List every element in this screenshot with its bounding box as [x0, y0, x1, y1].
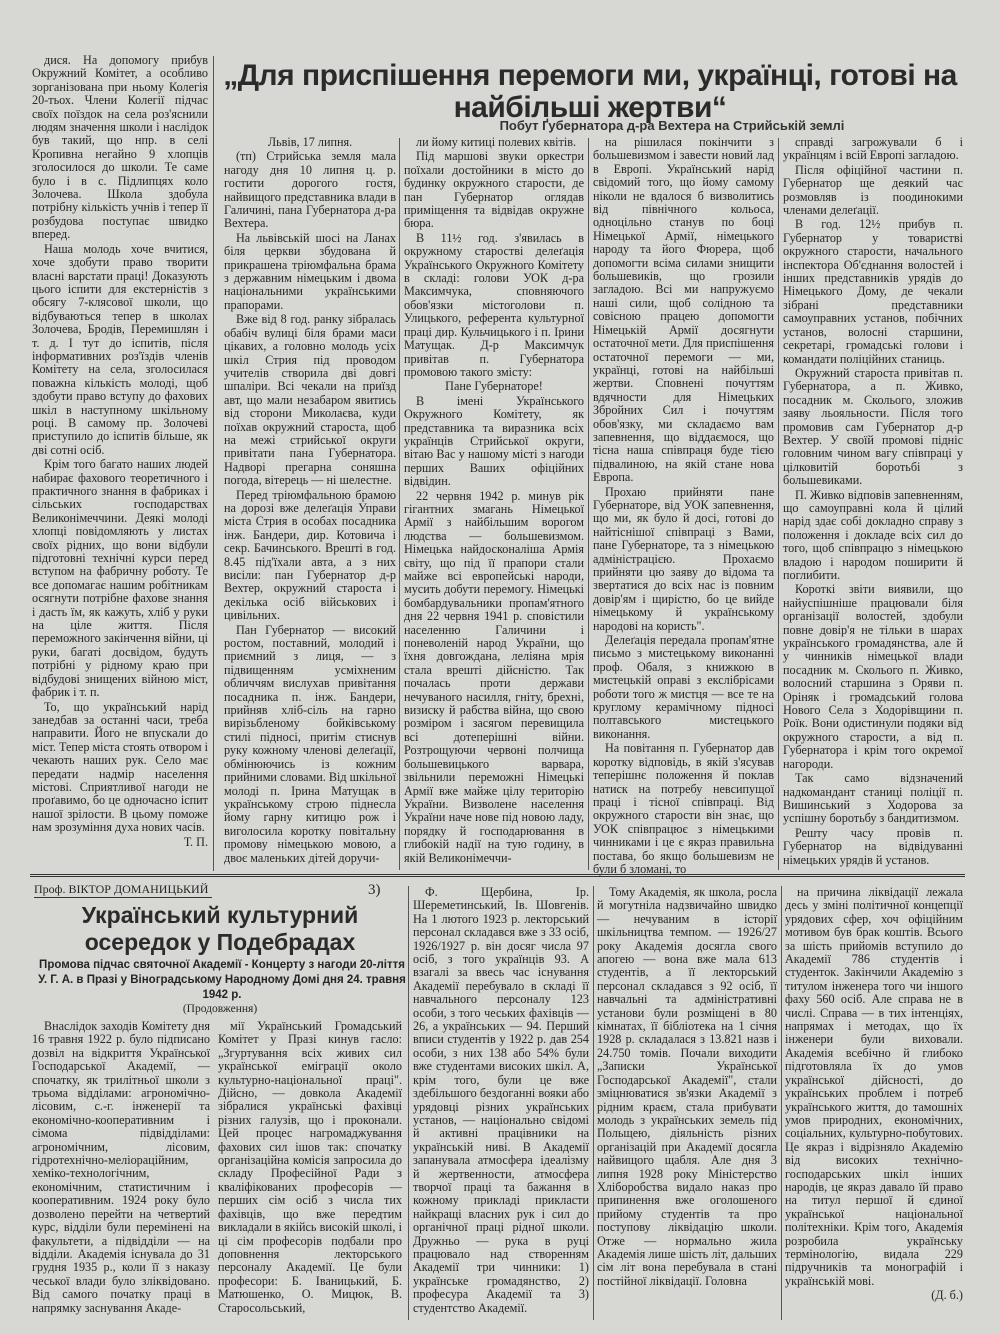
paragraph: Під маршові звуки оркестри поїхали достойники в місто до будинку окружного старости, де пан Губернатор оглядав приміщення та відвідав окружне бюра. — [404, 149, 584, 231]
column-divider — [213, 56, 214, 871]
paragraph: (тп) Стрийська земля мала нагоду дня 10 липня ц. р. гостити дорогого гостя, найвищого представника влади в Галичині, пана Губернатора д-ра Вехтера. — [224, 149, 397, 231]
column-body — [32, 1020, 210, 1315]
continuation-note: (Продовження) — [182, 1003, 258, 1015]
column-body — [404, 136, 584, 865]
article-title: Український культурний осередок у Подебрадах — [81, 902, 359, 955]
paragraph: В год. 12½ прибув п. Губернатор у товаристві окружного старости, начального інспектора Об'єднання волостей і інших представників урядів до Німецького Дому, де чекали зібрані представники самоуправних установ, побічних установ, волосні старшини, секретарі, громадські голови і командати поліційних станиць. — [783, 217, 963, 366]
column-body — [593, 136, 774, 876]
byline: Проф. ВІКТОР ДОМАНИЦЬКИЙ — [34, 882, 212, 898]
paragraph: Пан Губернатор — високий ростом, поставний, молодий і приємний з лиця, — з підвищенням усміхненим обличчям вислухав привітання посадника п. інж. Бандери, прийняв хліб-сіль на гарно вирізьбленому бойківському стилі підносі, притім стиснув руку кожному членові делеґації, обмінюючись із кожним прийними словами. Від шкільної молоді п. Ірина Матущак в українському строю піднесла йому гарну китицю рож і виголосила коротку повітальну промову німецькою мовою, а двоє маленьких дітей доручи- — [224, 622, 396, 865]
paragraph: 22 червня 1942 р. минув рік гігантних змагань Німецької Армії з найбільшим ворогом людства — большевизмом. Німецька найдосконаліша Армія світу, що під її прапори стали майже всі европейські народи, мусить добути перемогу. Німецькі бомбардувальники пропам'ятного дня 22 червня 1941 р. сповістили населенню Галичини і поневоленій народ України, що їхня довгождана, леліяна мрія стала врешті дійсністю. Так почалась проти держави нечуваного насилля, гніту, брехні, визиску й рабства війна, що свою розміром і засягом перевищила всі дотеперішні війни. Розтрощуючи червоні полчища большевицького варвара, звільнили переможні Німецькі Армії вже майже цілу територію України. Визволене населення України наче нове під новою ладу, порядку й господарювання в глибокій надії на тую годину, в якій Великонімеччи- — [404, 488, 584, 865]
headline: „Для приспішення перемоги ми, українці, готові на найбільші жертви“ — [223, 59, 957, 124]
paragraph: Короткі звіти виявили, що найуспішніше працювали біля організації волостей, здобули повне довір'я не тільки в шарах українського громадянства, але й у чинників німецької влади посадник м. Сколього п. Живко, волосний старшина з Оряви п. Оріняк і громадський голова Нового Села з Ходорівщини п. Роїк. Вони одистинули подяки від окружного старости, а від п. Губернатора і крім того окремої нагороди. — [783, 582, 963, 771]
paragraph: Так само відзначений надкомандант станиці поліції п. Вишинський з Ходорова за успішну боротьбу з бандитизмом. — [783, 771, 963, 826]
paragraph: В 11½ год. з'явилась в окружному старостві делеґація Українського Окружного Комітету в складі: голови УОК д-ра Максимчука, сповняючого обов'язки містоголови п. Улицького, референта культурної праці дир. Кульчицького і п. Ірини Матущак. Д-р Максимчук привітав п. Губернатора промовою такого змісту: — [404, 230, 584, 379]
paragraph: на причина ліквідації лежала десь у зміні політичної концепції урядових сфер, хоч офіційним мотивом був брак коштів. Всього за шість прийомів вступило до Академії 786 студентів і студенток. Закінчили Академію з титулом інженера того чи іншого фаху 560 осіб. Але справа не в числі. Справа — в тих інтенціях, напрямах і методах, що їх інженери були виховали. Академія всебічно й глибоко підготовляла їх до умов української дійсності, до українських проблем і потреб українського життя, до тамошніх умов природних, економічних, соціальних, культурно-побутових. Це якраз і відрізняло Академію від високих технічно-господарських шкіл інших народів, це якраз давало їй право на титул першої й єдиної української національної політехніки. Крім того, Академія розробила українську термінологію, видала 229 підручників та монографій і українській мові. — [785, 885, 963, 1288]
paragraph: Решту часу провів п. Губернатор на відвідуванні німецьких урядів й установ. — [783, 825, 963, 867]
paragraph: Пане Губернаторе! — [445, 379, 543, 394]
paragraph: Делеґація передала пропам'ятне письмо з мистецькому виконанні проф. Обаля, з книжкою в мистецькій оправі з екслібрісами роботи того ж мистця — все те на круглому керамічному підносі полтавського мистецького виконання. — [593, 633, 774, 741]
paragraph: То, що український нарід занедбав за останні часи, треба направити. Його не впускали до міст. Тепер міста стоять отвором і чекають наших рук. Село має передати надмір населення містові. Сприятливої нагоди не проґавимо, бо це одночасно іспит нашої зрілости. В цьому поможе нам зрозуміння духа нових часів. — [32, 699, 209, 835]
left-column-body — [32, 54, 208, 835]
paragraph: П. Живко відповів запевненням, що самоуправні кола й цілий нарід здає собі докладно справу з положення і докладе всіх сил до того, щоб співпрацю з німецькою владою і народом поширити й поглибити. — [783, 487, 963, 582]
column-divider — [588, 138, 589, 870]
column-divider — [781, 886, 782, 1320]
paragraph: На повітання п. Губернатор дав коротку відповідь, в якій з'ясував теперішнє положення й поклав натиск на потребу невсипущої праці і тісної співпраці. Від окружного старости він знає, що УОК співпрацює з німецькими чинниками і це є якраз правильна постава, бо якщо большевизм не були б зломані, то — [593, 741, 774, 876]
bottom-column-2 — [218, 1020, 402, 1316]
column-divider — [778, 138, 779, 870]
bottom-column-4 — [597, 886, 777, 1289]
paragraph: справді загрожували б і українцям і всій Европі загладою. — [783, 135, 963, 163]
column-body — [218, 1020, 402, 1315]
bottom-column-3 — [413, 886, 589, 1316]
column-body — [597, 886, 777, 1288]
column-divider — [408, 886, 409, 1320]
column-body — [783, 136, 963, 867]
paragraph: В імені Українського Окружного Комітету, як представника та виразника всіх українців Стрийської округи, вітаю Вас у нашому місті з нагоди перших Ваших офіційних відвідин. — [404, 393, 584, 489]
paragraph: Крім того багато наших людей набирає фахового теоретичного і практичного знання в фабриках і сільських господарствах Великонімеччини. Деякі молоді хлопці повідомляють у листах своїх рідних, що вони відбули підготовні технічні курси перед вступом на фабричну роботу. Те все допомагає нашим робітникам осягнути потрібне фахове знання і дасть їм, як кажуть, хліб у руки на ціле життя. Після переможного закінчення війни, ці руки, багаті досвідом, будуть потрібні у рідному краю при відбудові знищених війною міст, фабрик і т. п. — [32, 457, 208, 700]
article-column-1 — [224, 136, 396, 866]
paragraph: Вже від 8 год. ранку зібралась обабіч вулиці біля брами маси цікавих, а головно молодь усіх шкіл Стрия під проводом учителів створила дві довгі шпаліри. Всі чекали на приїзд авт, що мали незабаром явитись від сторони Миколаєва, куди поїхав окружний староста, щоб на межі стрийської округи привітати пана Губернатора. Надворі прегарна соняшна погода, вітерець — ні шелестне. — [224, 312, 396, 488]
bottom-column-5 — [785, 886, 963, 1304]
left-column-article — [32, 54, 208, 850]
paragraph: ли йому китиці полевих квітів. — [416, 135, 577, 149]
column-body — [785, 886, 963, 1288]
paragraph: дися. На допомогу прибув Окружний Комітет, а особливо зорганізована при ньому Колегія 20-тьох. Члени Колегії підчас своїх поїздок на села роз'яснили людям значення школи і наслідок був такий, що нпр. в селі Кропивна негайно 9 хлопців зголосилося до школи. Те саме було і в с. Підлипцях коло Золочева. Школа здобула потрібну кількість учнів і тепер її розбудова поступає швидко вперед. — [32, 53, 208, 242]
paragraph: Перед тріюмфальною брамою на дорозі вже делеґація Управи міста Стрия в особах посадника інж. Бандери, дир. Котовича і секр. Бачинського. Врешті в год. 8.45 під'їхали авта, а з них висіли: пан Губернатор д-р Вехтер, окружний староста і декілька осіб військових і цивільних. — [224, 487, 396, 623]
paragraph: Після офіційної частини п. Губернатор ще деякий час розмовляв із поодинокими членами делеґації. — [783, 162, 963, 218]
article-subtitle: Промова підчас святочної Академії - Концерту з нагоди 20-ліття У. Г. А. в Празі у Віноградському Народному Домі дня 24. травня 1942 р. — [38, 959, 406, 1001]
dateline: Львів, 17 липня. — [267, 135, 353, 149]
subheadline: Побут Ґубернатора д-ра Вехтера на Стрийській землі — [499, 118, 845, 133]
paragraph: На львівській шосі на Ланах біля церкви збудована й прикрашена тріюмфальна брама з державним німецьким і двома національними українськими прапорами. — [224, 230, 396, 312]
part-number: 3) — [368, 882, 381, 898]
paragraph: на рішилася покінчити з большевизмом і завести новий лад в Европі. Український нарід свідомий того, що йому самому ніколи не вдалося б визволитись від північного кольоса, одноцільно станув по боці Німецької Армії, німецького народу та його Фюрера, щоб допомогти всіма силами знищити большевиків, що грозили загладою. Всі ми напружуємо наші сили, щоб солідною та совісною працею допомогти Німецькій Армії досягнути остаточної мети. Для приспішення остаточної перемоги — ми, українці, готові на найбільші жертви. Сповнені почуттям вдячности для Німецьких Збройних Сил і почуттям обов'язку, ми складаємо вам запевнення, що віддаємося, що тісна наша співпраця буде тією підвалиною, на якій стане нова Европа. — [593, 135, 774, 485]
section-divider — [30, 874, 965, 877]
column-body — [413, 886, 589, 1315]
column-divider — [399, 138, 400, 870]
paragraph: Наша молодь хоче вчитися, хоче здобути право творити власні варстати праці! Доказують цього іспити для екстерністів з обсягу 7-клясової школи, що відбуваються тепер в школах Золочева, Бродів, Перемишлян і т. д. І тут до іспитів, після інформативних роз'їздів членів Комітету на села, зголосилася поважна кількість молоді, щоб здобути право вступу до фахових шкіл в наступному шкільному році. В самому пр. Золочеві приступило до іспитів більше, як дві сотні осіб. — [32, 241, 208, 457]
signature: (Д. б.) — [931, 1288, 963, 1303]
bottom-column-1 — [32, 1020, 210, 1316]
signature: Т. П. — [183, 834, 208, 849]
paragraph: Прохаю прийняти пане Губернаторе, від УОК запевнення, що ми, як було й досі, готові до найтіснішої співпраці з Вами, пане Губернаторе, та з німецькою адміністрацією. Прохаємо прийняти цю заяву до відома та звертатися до всіх нас із повним довір'ям і щирістю, бо це вийде німецькому й українському народові на користь". — [593, 484, 774, 633]
paragraph: мії Український Громадський Комітет у Празі кинув гасло: „Згуртування всіх живих сил української еміграції около культурно-національної праці". Дійсно, — довкола Академії зібралися українські фахівці різних галузів, що і проконали. Цей процес нагромаджування фахових сил ішов так: спочатку організаційна комісія запросила до складу Професійної Ради з кваліфікованих професорів — перших сім осіб з числа тих фахівців, що вже передтим викладали в якійсь високій школі, і ці сім професорів подбали про доповнення лекторського персоналу Академії. Це були професори: Б. Іваницький, Б. Матюшенко, О. Мицюк, В. Старосольський, — [218, 1019, 402, 1315]
column-divider — [593, 886, 594, 1320]
paragraph: Ф. Щербина, Ір. Шереметинський, Ів. Шовгенів. На 1 лютого 1923 р. лекторський персонал складався вже з 33 осіб, 1926/1927 р. він досяг числа 97 осіб, з того українців 93. А взагалі за ввесь час існування Академії перебувало в складі її навчального персоналу 123 особи, з того чеських фахівців — 26, а українських — 94. Перший вписи студентів у 1922 р. дав 254 особи, з них 138 або 54% були вже студентами високих шкіл. А, крім того, були це вже здебільшого бездоганні вояки або урядовці різних українських установ, — національно свідомі й активні працівники на українській ниві. В Академії запанувала атмосфера ідеалізму й жертвенности, атмосфера творчої праці та бажання в кожному прикладі прикласти найкращі власних рук і сил до органічної праці рідної школи. Дружньо — рука в руці працювало над створенням Академії три чинники: 1) українське громадянство, 2) професура Академії та 3) студентство Академії. — [413, 885, 589, 1315]
article-column-2 — [404, 136, 584, 866]
paragraph: Внаслідок заходів Комітету дня 16 травня 1922 р. було підписано дозвіл на відкриття Української Господарської Академії, — спочатку, як трилітньої школи з трьома відділами: агрономічно-лісовим, с.-г. інженерії та економічно-кооперативним і сімома підвідділами: агрономічним, лісовим, гідротехнічно-меліораційним, хеміко-технологічним, економічним, статистичним і кооперативним. 1924 року було дозволено перейти на четвертий курс, відділи були перемінені на факультети, а підвідділи — на відділи. Академія існувала до 31 грудня 1935 р., коли її з наказу чеської влади було зліквідовано. Від самого початку праці в напрямку заснування Акаде- — [32, 1019, 210, 1315]
paragraph: Тому Академія, як школа, росла й могутніла надзвичайно швидко — нечуваним в історії шкільництва темпом. — 1926/27 року Академія досягла свого апогею — вона вже мала 613 студентів, а її лекторський персонал складався з 92 осіб, її навчальні та адміністративні установи були розміщені в 80 кімнатах, її бібліотека на 1 січня 1928 р. складалася з 13.821 назв і 24.750 томів. Почали виходити „Записки Української Господарської Академії", стали зміцнюватися зв'язки Академії з рідним краєм, стала прибувати молодь з українських земель під Польщею, діяльність різних організацій при Академії досягла найвищого щабля. Але дня 3 липня 1928 року Міністерство Хліборобства видало наказ про припинення вже оголошеного прийому студентів та про поступову ліквідацію школи. Отже — нормально жила Академія лише шість літ, дальших сім літ вона перебувала в стані постійної ліквідації. Головна — [597, 885, 777, 1288]
paragraph: Окружний староста привітав п. Губернатора, а п. Живко, посадник м. Сколього, зложив заяву льояльности. Після того промовив сам Губернатор д-р Вехтер. У своїй промові підніс головним чином вагу співпраці у цілковитій боротьбі з большевиками. — [783, 365, 963, 488]
article-column-3 — [593, 136, 774, 877]
article-column-4 — [783, 136, 963, 868]
column-body — [224, 150, 396, 865]
